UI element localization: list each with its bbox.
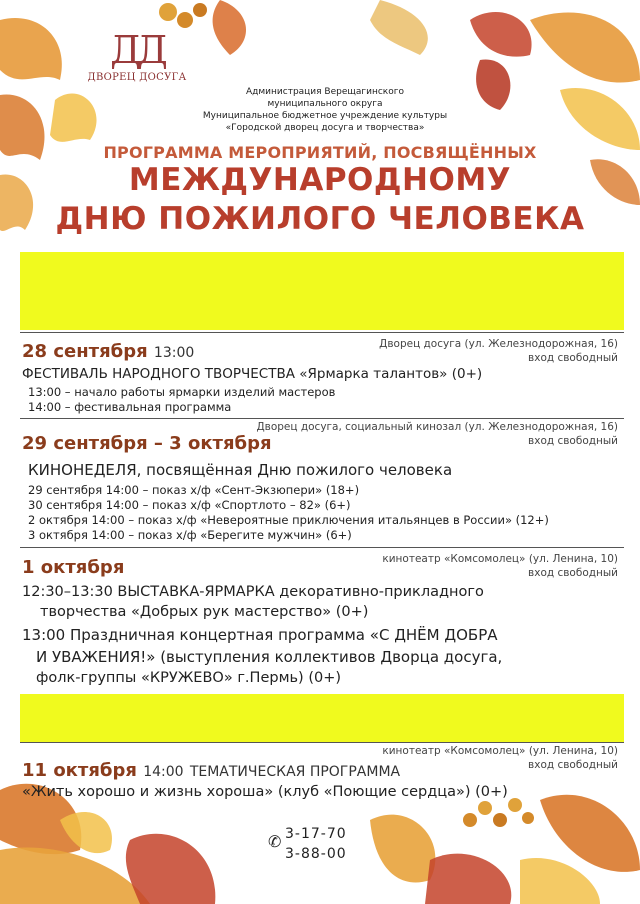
phone-number: 3-88-00 bbox=[285, 846, 347, 862]
event-title: ФЕСТИВАЛЬ НАРОДНОГО ТВОРЧЕСТВА «Ярмарка талантов» (0+) bbox=[22, 366, 483, 382]
divider bbox=[20, 547, 624, 548]
highlight-block bbox=[20, 694, 624, 742]
location-text: кинотеатр «Комсомолец» (ул. Ленина, 10) bbox=[382, 553, 618, 565]
divider bbox=[20, 418, 624, 419]
org-line: «Городской дворец досуга и творчества» bbox=[225, 123, 425, 133]
event-detail: 13:00 – начало работы ярмарки изделий мастеров bbox=[28, 385, 336, 399]
event-detail: 2 октября 14:00 – показ х/ф «Невероятные приключения итальянцев в России» (12+) bbox=[28, 513, 549, 527]
event-line: 12:30–13:30 ВЫСТАВКА-ЯРМАРКА декоративно-прикладного bbox=[22, 584, 484, 600]
event-title: ТЕМАТИЧЕСКАЯ ПРОГРАММА bbox=[189, 764, 401, 780]
event-title: КИНОНЕДЕЛЯ, посвящённая Дню пожилого человека bbox=[28, 461, 453, 479]
location-text: Дворец досуга (ул. Железнодорожная, 16) bbox=[379, 338, 618, 350]
event-line: фолк-группы «КРУЖЕВО» г.Пермь) (0+) bbox=[36, 670, 342, 686]
event-location bbox=[382, 744, 618, 772]
program-intro: ПРОГРАММА МЕРОПРИЯТИЙ, ПОСВЯЩЁННЫХ bbox=[103, 143, 537, 162]
event-detail: 29 сентября 14:00 – показ х/ф «Сент-Экзюпери» (18+) bbox=[28, 483, 360, 497]
event-date: 1 октября bbox=[22, 557, 125, 578]
event-line: 13:00 Праздничная концертная программа «С ДНЁМ ДОБРА bbox=[22, 626, 498, 644]
location-text: Дворец досуга, социальный кинозал (ул. Железнодорожная, 16) bbox=[256, 421, 618, 433]
highlight-block bbox=[20, 252, 624, 330]
date-text: 28 сентября bbox=[22, 341, 148, 362]
logo bbox=[82, 28, 192, 83]
entry-text: вход свободный bbox=[528, 567, 618, 579]
event-location bbox=[256, 420, 618, 448]
event-line: «Жить хорошо и жизнь хороша» (клуб «Поющие сердца») (0+) bbox=[22, 784, 508, 800]
phone-icon: ✆ bbox=[268, 832, 282, 851]
entry-text: вход свободный bbox=[528, 435, 618, 447]
divider bbox=[20, 332, 624, 333]
entry-text: вход свободный bbox=[528, 759, 618, 771]
event-detail: 3 октября 14:00 – показ х/ф «Берегите мужчин» (6+) bbox=[28, 528, 352, 542]
event-detail: 14:00 – фестивальная программа bbox=[28, 400, 232, 414]
event-location bbox=[382, 552, 618, 580]
entry-text: вход свободный bbox=[528, 352, 618, 364]
logo-text: ДВОРЕЦ ДОСУГА bbox=[87, 72, 187, 83]
event-date: 29 сентября – 3 октября bbox=[22, 433, 272, 454]
title-line-2: ДНЮ ПОЖИЛОГО ЧЕЛОВЕКА bbox=[55, 201, 585, 237]
phone-number: 3-17-70 bbox=[285, 826, 347, 842]
event-date bbox=[22, 760, 400, 781]
org-line: Администрация Верещагинского bbox=[246, 87, 404, 97]
logo-mark: ДД bbox=[110, 28, 164, 72]
time-text: 13:00 bbox=[153, 345, 195, 361]
date-text: 11 октября bbox=[22, 760, 137, 781]
time-text: 14:00 bbox=[143, 764, 184, 780]
event-line: И УВАЖЕНИЯ!» (выступления коллективов Дворца досуга, bbox=[36, 648, 503, 666]
divider bbox=[20, 742, 624, 743]
title-line-1: МЕЖДУНАРОДНОМУ bbox=[128, 162, 512, 198]
event-date bbox=[22, 341, 194, 362]
location-text: кинотеатр «Комсомолец» (ул. Ленина, 10) bbox=[382, 745, 618, 757]
event-line: творчества «Добрых рук мастерство» (0+) bbox=[40, 604, 369, 620]
event-detail: 30 сентября 14:00 – показ х/ф «Спортлото – 82» (6+) bbox=[28, 498, 351, 512]
organization-info bbox=[190, 86, 460, 134]
event-location bbox=[379, 337, 618, 365]
org-line: муниципального округа bbox=[267, 99, 383, 109]
org-line: Муниципальное бюджетное учреждение культуры bbox=[202, 111, 448, 121]
